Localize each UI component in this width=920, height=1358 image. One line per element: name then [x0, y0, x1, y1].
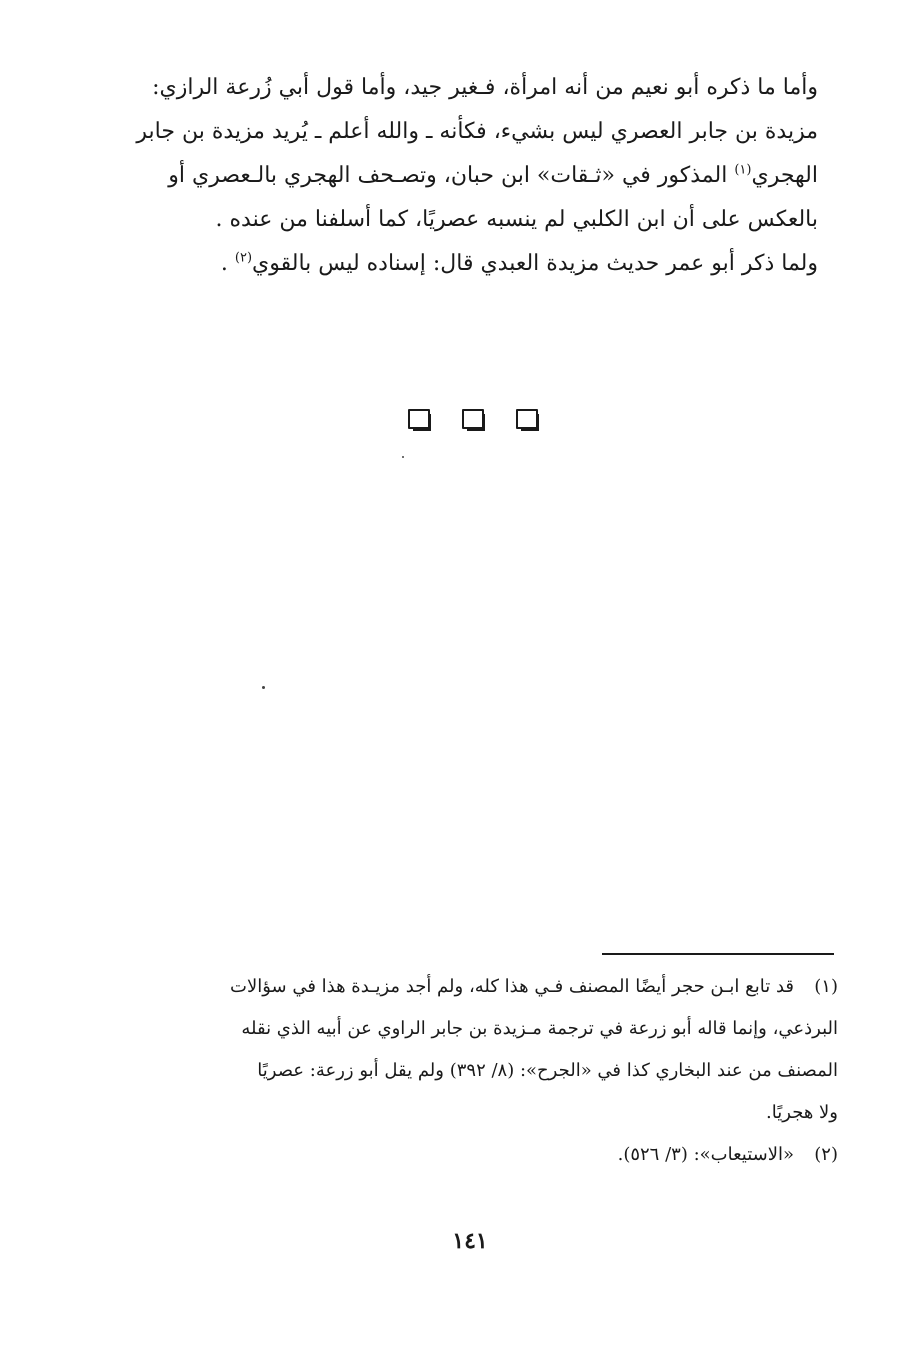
ornament-box-icon [462, 409, 484, 429]
ornament-box-icon [408, 409, 430, 429]
text-line: بالعكس على أن ابن الكلبي لم ينسبه عصريًا، كما أسلفنا من عنده . [215, 207, 818, 232]
page-number: ١٤١ [452, 1228, 488, 1254]
footnote-1-cont: ولا هجريًا. [766, 1102, 838, 1123]
footnote-1-cont: المصنف من عند البخاري كذا في «الجرح»: (٨/ ٣٩٢) ولم يقل أبو زرعة: عصريًا [257, 1060, 838, 1081]
footnote-text: «الاستيعاب»: (٣/ ٥٢٦). [617, 1144, 794, 1165]
footnote-number: (٢) [814, 1144, 838, 1165]
footnotes [130, 966, 838, 1176]
text-line: وأما ما ذكره أبو نعيم من أنه امرأة، فـغير جيد، وأما قول أبي زُرعة الرازي: [152, 75, 818, 100]
footnote-1 [130, 966, 838, 1008]
footnote-separator [602, 953, 834, 955]
main-text [118, 66, 818, 286]
footnote-number: (١) [814, 976, 838, 997]
text-segment: الهجري [751, 163, 818, 188]
footnote-ref-1[interactable]: (١) [734, 162, 752, 178]
scan-speck [262, 686, 265, 689]
footnote-text: قد تابع ابـن حجر أيضًا المصنف فـي هذا كله، ولم أجد مزيـدة هذا في سؤالات [230, 976, 794, 997]
text-line [118, 242, 818, 286]
text-segment: المذكور في «ثـقات» ابن حبان، وتصـحف الهجري بالـعصري أو [168, 163, 735, 188]
text-line [118, 154, 818, 198]
footnote-1-cont: البرذعي، وإنما قاله أبو زرعة في ترجمة مـزيدة بن جابر الراوي عن أبيه الذي نقله [241, 1018, 838, 1039]
text-segment: ولما ذكر أبو عمر حديث مزيدة العبدي قال: إسناده ليس بالقوي [252, 251, 818, 276]
footnote-2 [130, 1134, 838, 1176]
section-divider-ornament [408, 409, 538, 431]
text-segment: . [220, 251, 235, 276]
scan-speck [402, 456, 404, 458]
footnote-ref-2[interactable]: (٢) [234, 250, 253, 266]
text-line: مزيدة بن جابر العصري ليس بشيء، فكأنه ـ والله أعلم ـ يُريد مزيدة بن جابر [136, 119, 818, 144]
ornament-box-icon [516, 409, 538, 429]
